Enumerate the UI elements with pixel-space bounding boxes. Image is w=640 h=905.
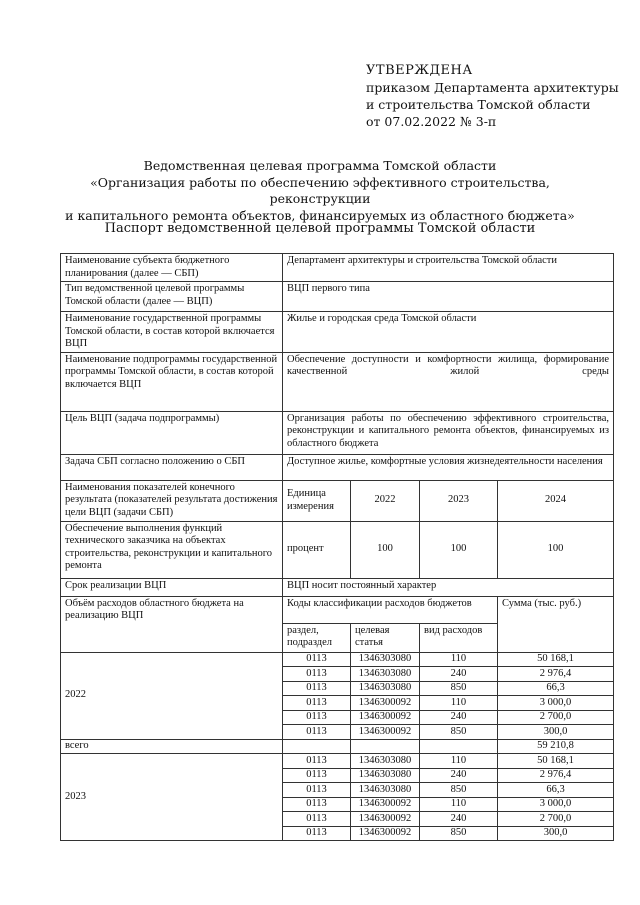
document-title xyxy=(40,158,600,224)
indicator-value: 100 xyxy=(351,521,420,578)
unit-header: Единица измерения xyxy=(283,480,351,521)
expense-cell: 300,0 xyxy=(498,826,614,841)
expense-cell: 1346303080 xyxy=(351,681,420,696)
expense-cell: 1346303080 xyxy=(351,768,420,783)
approval-line: и строительства Томской области xyxy=(366,97,591,112)
year-header: 2024 xyxy=(498,480,614,521)
row-value: Обеспечение доступности и комфортности жилища, формирование качественной жилой среды xyxy=(283,352,614,411)
row-label: Задача СБП согласно положению о СБП xyxy=(61,454,283,480)
expense-cell: 50 168,1 xyxy=(498,652,614,667)
expense-cell: 850 xyxy=(420,826,498,841)
expense-cell: 850 xyxy=(420,783,498,798)
expense-cell: 0113 xyxy=(283,754,351,769)
codes-header: Коды классификации расходов бюджетов xyxy=(283,596,498,623)
row-value: ВЦП первого типа xyxy=(283,282,614,312)
term-value: ВЦП носит постоянный характер xyxy=(283,578,614,596)
total-label: всего xyxy=(61,739,283,754)
empty-cell xyxy=(351,739,420,754)
approval-heading: УТВЕРЖДЕНА xyxy=(366,63,473,78)
indicator-value: 100 xyxy=(498,521,614,578)
row-label: Цель ВЦП (задача подпрограммы) xyxy=(61,411,283,454)
expense-cell: 850 xyxy=(420,681,498,696)
expense-cell: 1346303080 xyxy=(351,783,420,798)
table-row xyxy=(61,352,614,411)
expense-cell: 0113 xyxy=(283,696,351,711)
expense-cell: 66,3 xyxy=(498,783,614,798)
expense-cell: 0113 xyxy=(283,710,351,725)
expense-cell: 50 168,1 xyxy=(498,754,614,769)
row-value: Доступное жилье, комфортные условия жизнедеятельности населения xyxy=(283,454,614,480)
row-label: Наименование подпрограммы государственной программы Томской области, в состав которой включается ВЦП xyxy=(61,352,283,411)
expense-cell: 1346300092 xyxy=(351,696,420,711)
table-row xyxy=(61,411,614,454)
expense-cell: 0113 xyxy=(283,826,351,841)
year-label: 2022 xyxy=(61,652,283,739)
table-row xyxy=(61,480,614,521)
indicator-unit: процент xyxy=(283,521,351,578)
table-row xyxy=(61,454,614,480)
expense-cell: 1346303080 xyxy=(351,667,420,682)
approval-line: приказом Департамента архитектуры xyxy=(366,80,619,95)
expense-cell: 0113 xyxy=(283,652,351,667)
expense-cell: 66,3 xyxy=(498,681,614,696)
approval-line: от 07.02.2022 № 3-п xyxy=(366,114,497,129)
expense-cell: 240 xyxy=(420,812,498,827)
expense-cell: 0113 xyxy=(283,681,351,696)
expense-cell: 240 xyxy=(420,768,498,783)
table-row xyxy=(61,521,614,578)
table-row xyxy=(61,739,614,754)
expense-cell: 2 700,0 xyxy=(498,812,614,827)
row-label: Тип ведомственной целевой программы Томской области (далее — ВЦП) xyxy=(61,282,283,312)
row-label: Наименование субъекта бюджетного планирования (далее — СБП) xyxy=(61,254,283,282)
title-line: Ведомственная целевая программа Томской области xyxy=(143,158,497,173)
expense-cell: 300,0 xyxy=(498,725,614,740)
expense-cell: 1346303080 xyxy=(351,652,420,667)
code-column-header: раздел, подраздел xyxy=(283,623,351,652)
expense-cell: 1346300092 xyxy=(351,826,420,841)
expense-cell: 110 xyxy=(420,797,498,812)
table-row xyxy=(61,578,614,596)
code-column-header: вид расходов xyxy=(420,623,498,652)
expense-cell: 2 700,0 xyxy=(498,710,614,725)
expense-cell: 1346303080 xyxy=(351,754,420,769)
expense-cell: 0113 xyxy=(283,667,351,682)
indicator-name: Обеспечение выполнения функций технического заказчика на объектах строительства, реконструкции и капитального ремонта xyxy=(61,521,283,578)
expense-cell: 2 976,4 xyxy=(498,667,614,682)
row-value: Жилье и городская среда Томской области xyxy=(283,312,614,353)
title-line: и капитального ремонта объектов, финансируемых из областного бюджета» xyxy=(65,207,575,223)
expense-cell: 0113 xyxy=(283,783,351,798)
expense-cell: 1346300092 xyxy=(351,797,420,812)
approval-block xyxy=(366,62,619,130)
expense-cell: 0113 xyxy=(283,797,351,812)
expense-cell: 1346300092 xyxy=(351,812,420,827)
table-row xyxy=(61,254,614,282)
expense-cell: 240 xyxy=(420,710,498,725)
empty-cell xyxy=(283,739,351,754)
term-label: Срок реализации ВЦП xyxy=(61,578,283,596)
table-row xyxy=(61,596,614,623)
indicators-label: Наименования показателей конечного результата (показателей результата достижения цели ВЦП (задачи СБП) xyxy=(61,480,283,521)
empty-cell xyxy=(420,739,498,754)
title-line: «Организация работы по обеспечению эффективного строительства, реконструкции xyxy=(90,174,550,206)
row-value: Департамент архитектуры и строительства Томской области xyxy=(283,254,614,282)
expense-cell: 0113 xyxy=(283,725,351,740)
expenses-label: Объём расходов областного бюджета на реализацию ВЦП xyxy=(61,596,283,652)
expense-cell: 110 xyxy=(420,652,498,667)
expense-cell: 240 xyxy=(420,667,498,682)
row-value: Организация работы по обеспечению эффективного строительства, реконструкции и капитального ремонта объектов, финансируемых из областного бюджета xyxy=(283,411,614,454)
table-row xyxy=(61,282,614,312)
expense-cell: 1346300092 xyxy=(351,725,420,740)
year-header: 2022 xyxy=(351,480,420,521)
passport-table xyxy=(60,253,614,841)
indicator-value: 100 xyxy=(420,521,498,578)
table-row xyxy=(61,312,614,353)
passport-title: Паспорт ведомственной целевой программы Томской области xyxy=(104,221,536,236)
expense-cell: 3 000,0 xyxy=(498,797,614,812)
expense-cell: 2 976,4 xyxy=(498,768,614,783)
expense-cell: 0113 xyxy=(283,768,351,783)
expense-cell: 110 xyxy=(420,754,498,769)
table-row xyxy=(61,754,614,769)
year-label: 2023 xyxy=(61,754,283,841)
sum-header: Сумма (тыс. руб.) xyxy=(498,596,614,652)
expense-cell: 110 xyxy=(420,696,498,711)
year-header: 2023 xyxy=(420,480,498,521)
expense-cell: 850 xyxy=(420,725,498,740)
expense-cell: 1346300092 xyxy=(351,710,420,725)
expense-cell: 3 000,0 xyxy=(498,696,614,711)
total-value: 59 210,8 xyxy=(498,739,614,754)
expense-cell: 0113 xyxy=(283,812,351,827)
code-column-header: целевая статья xyxy=(351,623,420,652)
row-label: Наименование государственной программы Томской области, в состав которой включается ВЦП xyxy=(61,312,283,353)
table-row xyxy=(61,652,614,667)
